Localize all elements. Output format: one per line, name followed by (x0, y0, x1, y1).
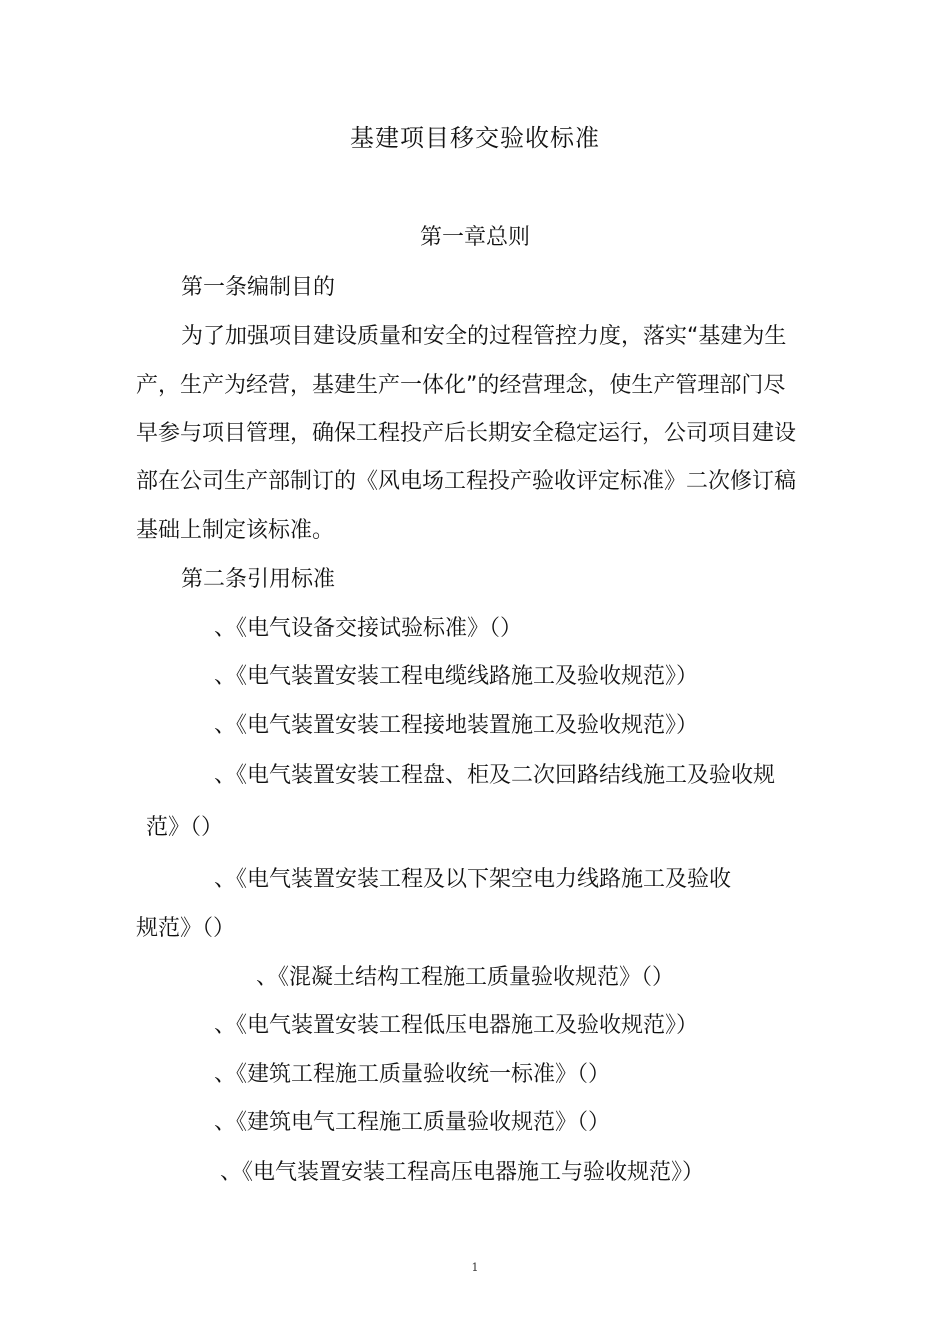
reference-item: 、《电气装置安装工程电缆线路施工及验收规范》） (214, 664, 699, 689)
article-1-heading: 第一条编制目的 (181, 275, 336, 300)
reference-item-continued: 范》（） (146, 815, 224, 840)
reference-item: 、《电气装置安装工程及以下架空电力线路施工及验收 (214, 867, 732, 892)
reference-item-continued: 规范》（） (136, 916, 236, 941)
article-1-line: 产，生产为经营，基建生产一体化”的经营理念，使生产管理部门尽 (136, 373, 786, 398)
article-2-heading: 第二条引用标准 (181, 567, 336, 592)
chapter-heading: 第一章总则 (419, 225, 530, 250)
article-1-line: 基础上制定该标准。 (136, 518, 335, 543)
reference-item: 、《电气装置安装工程盘、柜及二次回路结线施工及验收规 (214, 763, 776, 788)
reference-item: 、《电气装置安装工程接地装置施工及验收规范》） (214, 713, 699, 738)
article-1-line: 早参与项目管理，确保工程投产后长期安全稳定运行，公司项目建设 (136, 421, 797, 446)
article-1-line: 为了加强项目建设质量和安全的过程管控力度，落实“基建为生 (181, 324, 787, 349)
page-number: 1 (471, 1261, 479, 1274)
document-title: 基建项目移交验收标准 (350, 124, 600, 152)
reference-item: 、《电气装置安装工程低压电器施工及验收规范》） (214, 1013, 699, 1038)
article-1-line: 部在公司生产部制订的《风电场工程投产验收评定标准》二次修订稿 (136, 469, 797, 494)
reference-item: 、《建筑电气工程施工质量验收规范》（） (214, 1110, 611, 1135)
reference-item: 、《混凝土结构工程施工质量验收规范》（） (256, 965, 675, 990)
reference-item: 、《电气装置安装工程高压电器施工与验收规范》） (220, 1160, 705, 1185)
reference-item: 、《建筑工程施工质量验收统一标准》（） (214, 1062, 611, 1087)
reference-item: 、《电气设备交接试验标准》（） (214, 616, 523, 641)
